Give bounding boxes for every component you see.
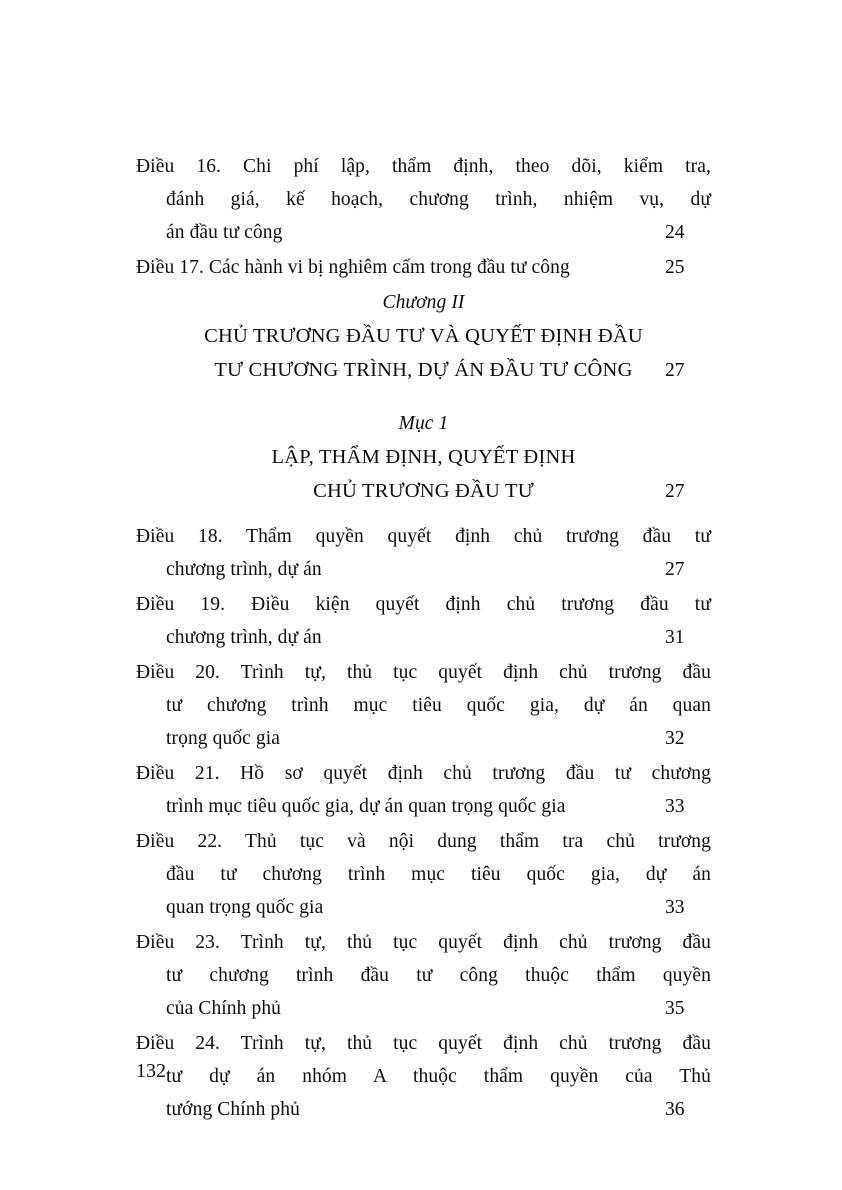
toc-page-number: 27 bbox=[665, 481, 685, 502]
toc-entry-dieu-18[interactable] bbox=[136, 520, 711, 586]
toc-entry-lines bbox=[136, 588, 711, 654]
spacer bbox=[136, 510, 711, 520]
toc-entry-lines bbox=[136, 520, 711, 586]
toc-line: Điều 23. Trình tự, thủ tục quyết định chủ trương đầu bbox=[136, 932, 711, 953]
toc-line: LẬP, THẨM ĐỊNH, QUYẾT ĐỊNH bbox=[271, 446, 576, 468]
toc-line: Điều 20. Trình tự, thủ tục quyết định chủ trương đầu bbox=[136, 662, 711, 683]
toc-line: chương trình, dự án bbox=[166, 559, 322, 580]
toc-entry-dieu-24[interactable] bbox=[136, 1027, 711, 1126]
toc-page-number: 32 bbox=[665, 728, 685, 749]
toc-line: trình mục tiêu quốc gia, dự án quan trọng quốc gia bbox=[166, 796, 566, 817]
toc-page-number: 24 bbox=[665, 222, 685, 243]
toc-line: Điều 21. Hồ sơ quyết định chủ trương đầu tư chương bbox=[136, 763, 711, 784]
toc-entry-lines bbox=[136, 825, 711, 924]
toc-page-number: 35 bbox=[665, 998, 685, 1019]
spacer bbox=[136, 389, 711, 407]
toc-line: Điều 17. Các hành vi bị nghiêm cấm trong đầu tư công bbox=[136, 257, 570, 278]
toc-entry-dieu-22[interactable] bbox=[136, 825, 711, 924]
toc-line: TƯ CHƯƠNG TRÌNH, DỰ ÁN ĐẦU TƯ CÔNG bbox=[214, 359, 633, 381]
toc-line: quan trọng quốc gia bbox=[166, 897, 324, 918]
toc-entry-dieu-21[interactable] bbox=[136, 757, 711, 823]
toc-entry-lines bbox=[136, 656, 711, 755]
toc-line: trọng quốc gia bbox=[166, 728, 281, 749]
toc-chapter-kicker: Chương II bbox=[382, 292, 465, 313]
toc-page-number: 33 bbox=[665, 897, 685, 918]
toc-page-number: 25 bbox=[665, 257, 685, 278]
toc-entry-lines bbox=[136, 926, 711, 1025]
toc-line: tư chương trình mục tiêu quốc gia, dự án quan bbox=[166, 695, 711, 716]
toc-entry-dieu-23[interactable] bbox=[136, 926, 711, 1025]
toc-entry-lines bbox=[136, 251, 711, 284]
toc-entry-dieu-20[interactable] bbox=[136, 656, 711, 755]
toc-entry-dieu-16[interactable] bbox=[136, 150, 711, 249]
toc-page-number: 36 bbox=[665, 1099, 685, 1120]
toc-section-kicker: Mục 1 bbox=[398, 413, 449, 434]
page-folio: 132 bbox=[136, 1060, 166, 1082]
toc-entry-lines bbox=[136, 757, 711, 823]
toc-line: Điều 24. Trình tự, thủ tục quyết định chủ trương đầu bbox=[136, 1033, 711, 1054]
toc-line: của Chính phủ bbox=[166, 998, 282, 1019]
toc-entry-dieu-19[interactable] bbox=[136, 588, 711, 654]
toc-line: CHỦ TRƯƠNG ĐẦU TƯ VÀ QUYẾT ĐỊNH ĐẦU bbox=[204, 325, 643, 347]
toc-entry-dieu-17[interactable] bbox=[136, 251, 711, 284]
toc-entry-lines bbox=[136, 150, 711, 249]
toc-line: Điều 16. Chi phí lập, thẩm định, theo dõi, kiểm tra, bbox=[136, 156, 711, 177]
toc-line: án đầu tư công bbox=[166, 222, 283, 243]
toc-entry-lines bbox=[136, 407, 711, 508]
toc-entry-muc-1[interactable] bbox=[136, 407, 711, 508]
toc-line: Điều 19. Điều kiện quyết định chủ trương đầu tư bbox=[136, 594, 711, 615]
toc-line: tư dự án nhóm A thuộc thẩm quyền của Thủ bbox=[166, 1066, 711, 1087]
toc-line: Điều 18. Thẩm quyền quyết định chủ trương đầu tư bbox=[136, 526, 711, 547]
table-of-contents bbox=[136, 150, 711, 1128]
toc-page-number: 33 bbox=[665, 796, 685, 817]
toc-line: CHỦ TRƯƠNG ĐẦU TƯ bbox=[313, 480, 534, 502]
toc-line: tư chương trình đầu tư công thuộc thẩm quyền bbox=[166, 965, 711, 986]
toc-entry-lines bbox=[136, 286, 711, 387]
toc-line: chương trình, dự án bbox=[166, 627, 322, 648]
toc-page-number: 27 bbox=[665, 559, 685, 580]
toc-entry-chuong-2[interactable] bbox=[136, 286, 711, 387]
toc-page-number: 27 bbox=[665, 360, 685, 381]
toc-line: đánh giá, kế hoạch, chương trình, nhiệm vụ, dự bbox=[166, 189, 711, 210]
toc-page-number: 31 bbox=[665, 627, 685, 648]
toc-line: đầu tư chương trình mục tiêu quốc gia, dự án bbox=[166, 864, 711, 885]
toc-entry-lines bbox=[136, 1027, 711, 1126]
toc-line: Điều 22. Thủ tục và nội dung thẩm tra chủ trương bbox=[136, 831, 711, 852]
toc-line: tướng Chính phủ bbox=[166, 1099, 300, 1120]
